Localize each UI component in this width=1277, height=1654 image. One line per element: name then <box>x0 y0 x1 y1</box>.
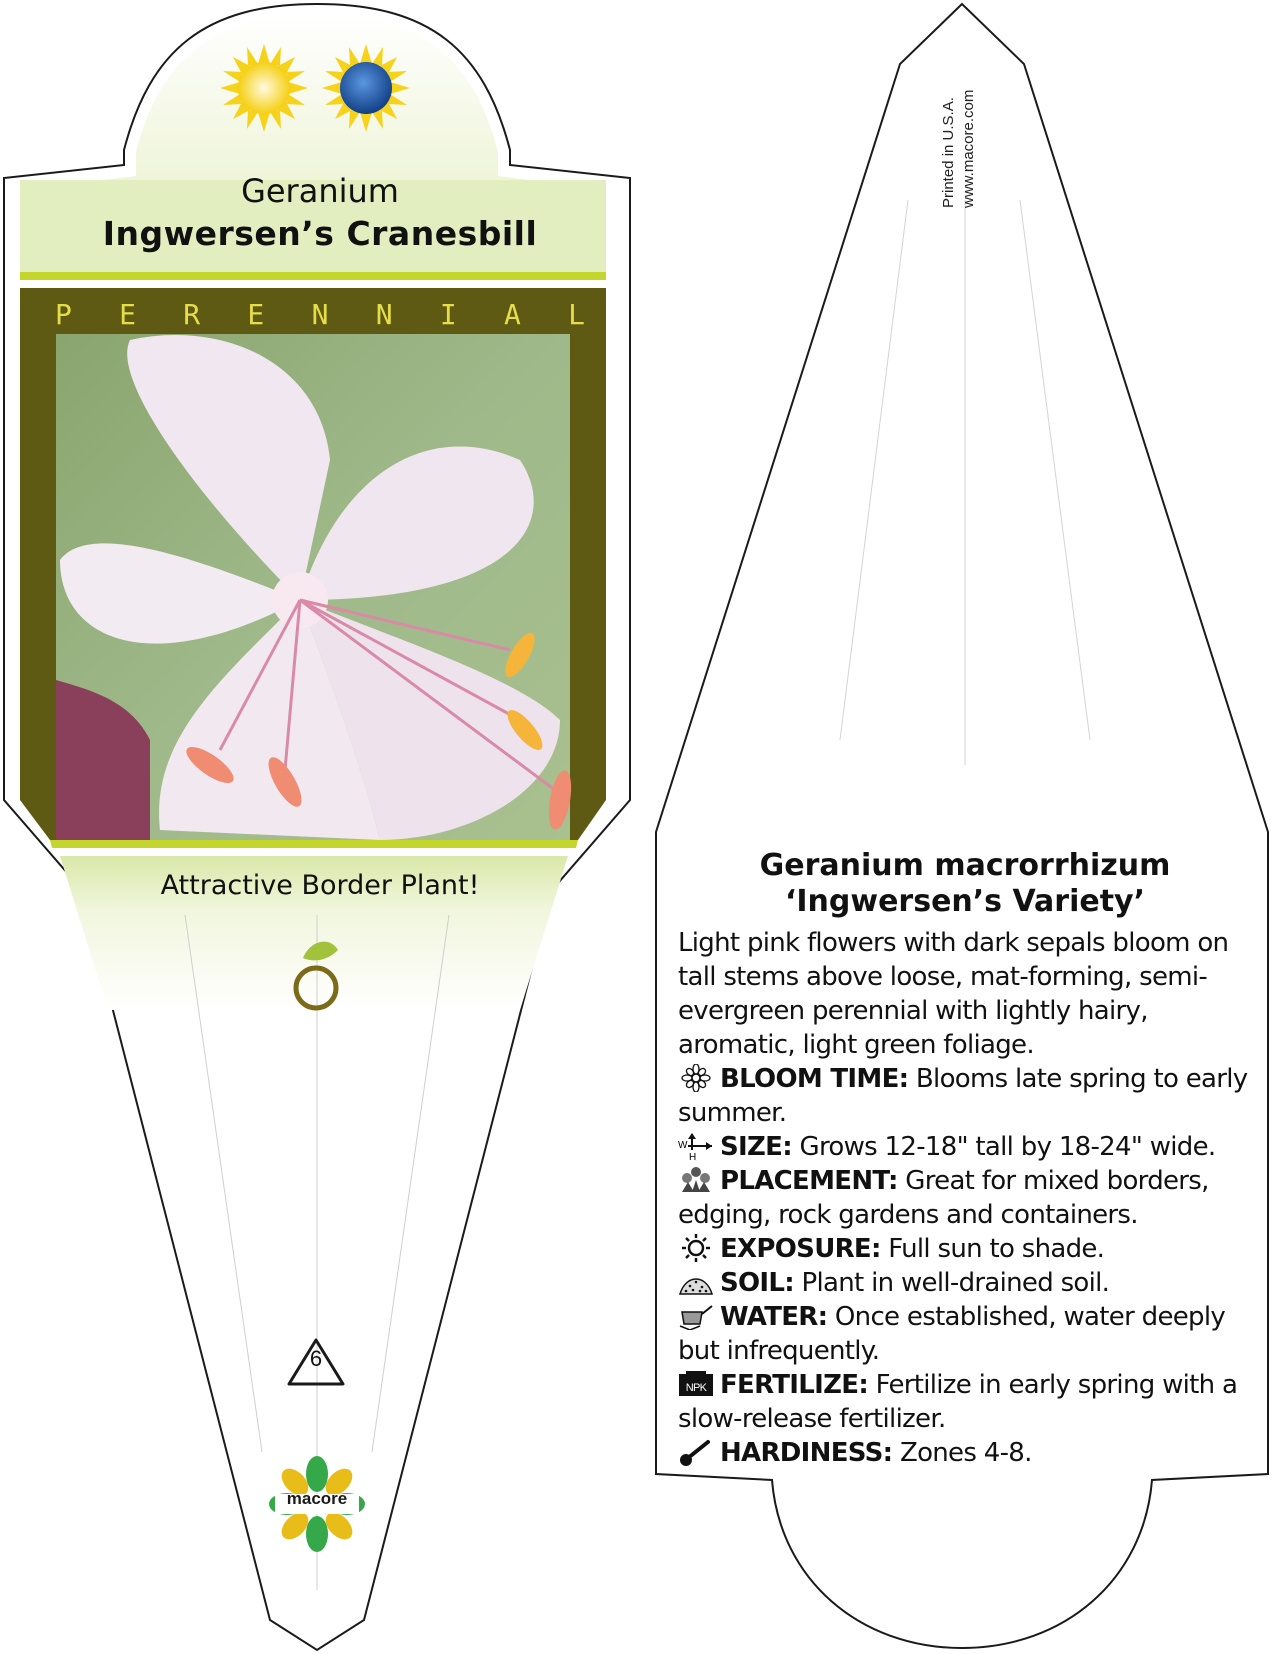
care-text: Full sun to shade. <box>888 1234 1105 1264</box>
care-bloom-time <box>678 1062 1268 1130</box>
botanical-name-line1: Geranium macrorrhizum <box>759 848 1171 883</box>
category-label <box>55 298 585 331</box>
size-icon-w: W <box>678 1140 687 1151</box>
care-water <box>678 1300 1268 1368</box>
care-soil <box>678 1266 1268 1300</box>
soil-icon <box>678 1268 714 1296</box>
tagline: Attractive Border Plant! <box>160 870 480 901</box>
variety-name: Ingwersen’s Cranesbill <box>102 214 538 253</box>
category-letter: N <box>375 298 393 331</box>
care-text: Zones 4-8. <box>899 1438 1032 1468</box>
watering-can-icon <box>678 1302 714 1330</box>
care-label: SOIL: <box>720 1268 794 1298</box>
category-letter: P <box>55 298 72 331</box>
care-text: Fertilize in early spring with a slow-release fertilizer. <box>678 1370 1238 1434</box>
care-text: Grows 12-18" tall by 18-24" wide. <box>799 1132 1216 1162</box>
care-label: BLOOM TIME: <box>720 1064 909 1094</box>
care-label: PLACEMENT: <box>720 1166 898 1196</box>
recycle-code: 6 <box>309 1346 323 1371</box>
category-letter: E <box>119 298 136 331</box>
care-text: Great for mixed borders, edging, rock gardens and containers. <box>678 1166 1209 1230</box>
print-info <box>940 58 980 218</box>
botanical-name <box>700 848 1230 920</box>
care-label: WATER: <box>720 1302 828 1332</box>
care-fertilize <box>678 1368 1268 1436</box>
shade-icon <box>322 44 410 132</box>
size-icon <box>678 1132 714 1160</box>
placement-icon <box>678 1166 714 1194</box>
category-letter: A <box>503 298 521 331</box>
description-text: Light pink flowers with dark sepals bloom on tall stems above loose, mat-forming, semi-evergreen perennial with lightly hairy, aromatic, light green foliage. <box>678 928 1229 1060</box>
size-icon-h: H <box>689 1152 696 1160</box>
care-text: Once established, water deeply but infrequently. <box>678 1302 1226 1366</box>
npk-icon <box>678 1370 714 1398</box>
common-name: Geranium <box>241 172 399 210</box>
flower-icon <box>678 1064 714 1092</box>
care-size <box>678 1130 1268 1164</box>
care-label: FERTILIZE: <box>720 1370 869 1400</box>
care-label: HARDINESS: <box>720 1438 893 1468</box>
npk-icon-text: NPK <box>685 1382 707 1394</box>
botanical-name-line2: ‘Ingwersen’s Variety’ <box>784 884 1146 919</box>
care-hardiness <box>678 1436 1268 1470</box>
thermometer-icon <box>678 1438 714 1466</box>
website: www.macore.com <box>960 89 977 208</box>
sun-icon <box>678 1234 714 1262</box>
care-exposure <box>678 1232 1268 1266</box>
care-placement <box>678 1164 1268 1232</box>
category-letter: I <box>439 298 457 331</box>
category-letter: E <box>247 298 265 331</box>
printed-in: Printed in U.S.A. <box>940 97 957 208</box>
plant-description <box>678 926 1268 1470</box>
brand-name: macore <box>286 1489 348 1508</box>
care-text: Blooms late spring to early summer. <box>678 1064 1248 1128</box>
care-label: SIZE: <box>720 1132 792 1162</box>
care-text: Plant in well-drained soil. <box>801 1268 1110 1298</box>
care-label: EXPOSURE: <box>720 1234 881 1264</box>
full-sun-icon <box>220 44 308 132</box>
category-letter: N <box>311 298 329 331</box>
category-letter: R <box>183 298 201 331</box>
category-letter: L <box>568 298 585 331</box>
